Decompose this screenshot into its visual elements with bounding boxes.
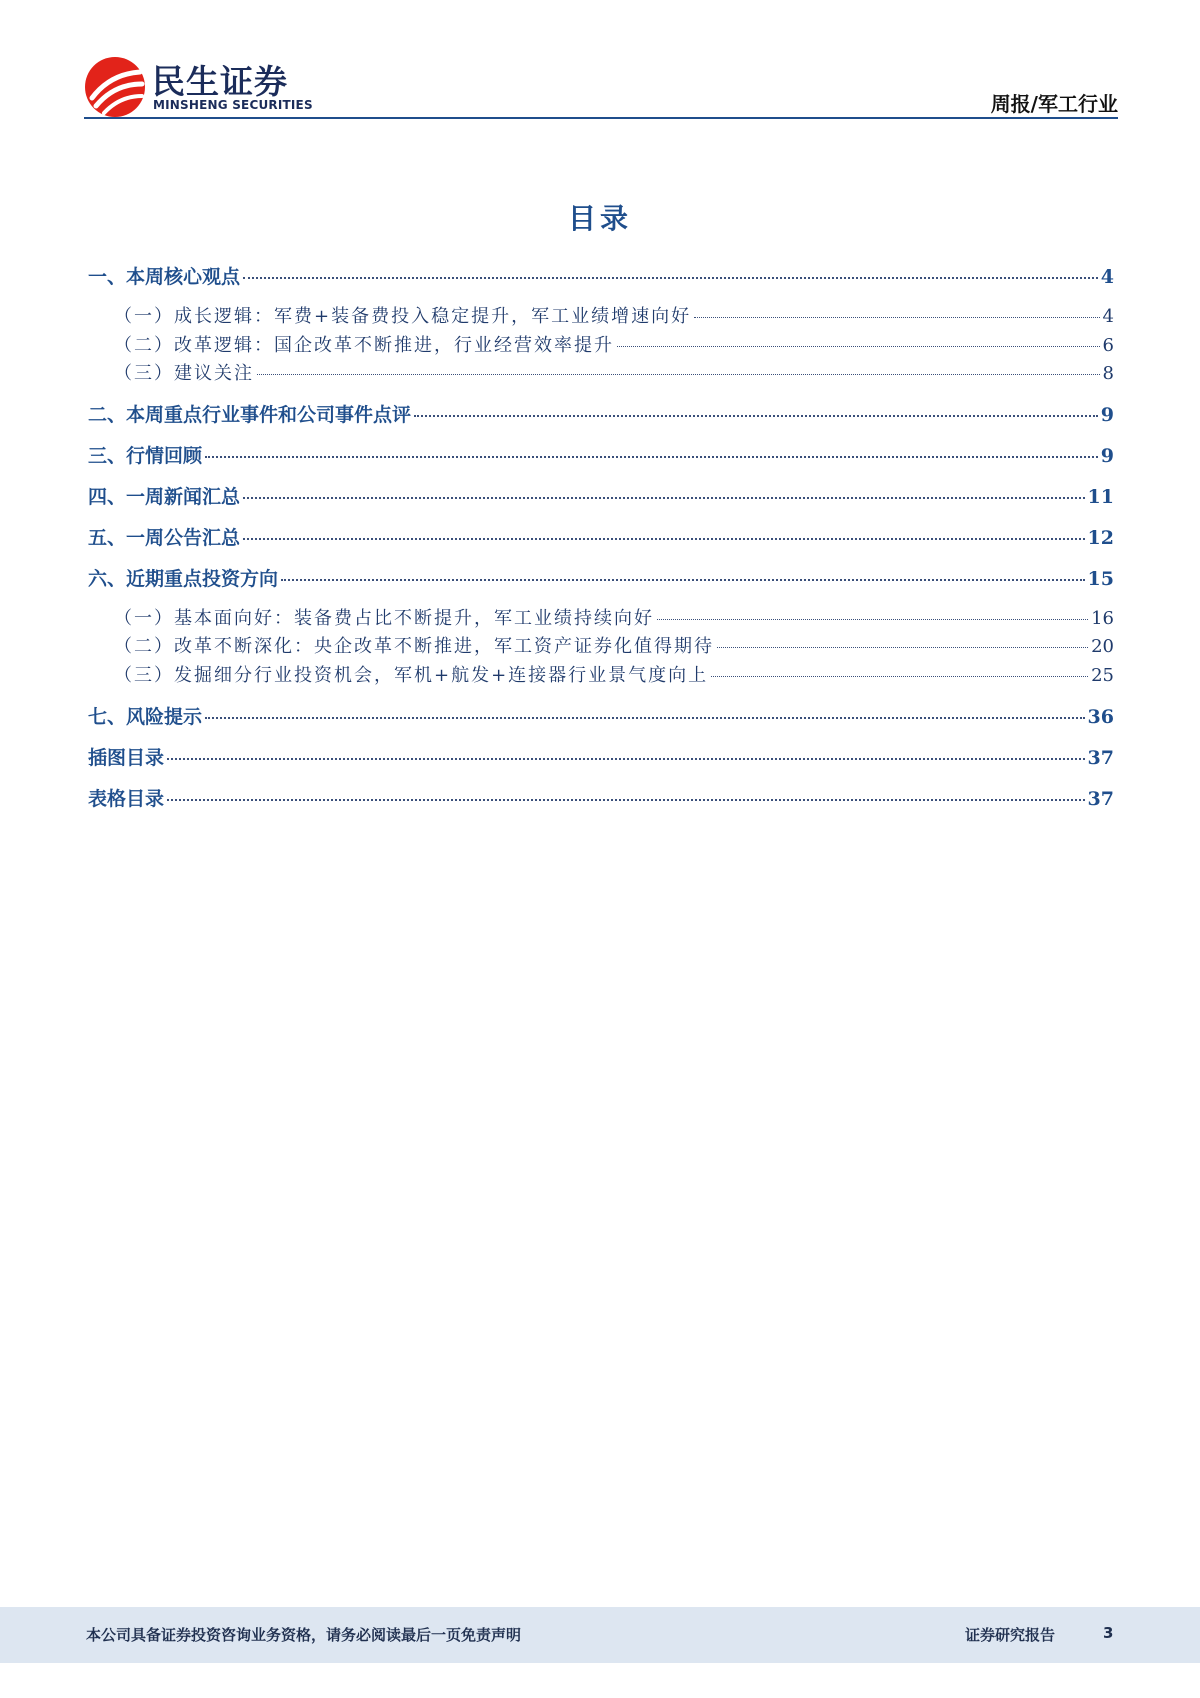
toc-entry[interactable]: [114, 302, 1114, 328]
toc-entry[interactable]: [114, 632, 1114, 658]
toc-entry-text: 六、近期重点投资方向: [88, 568, 279, 590]
toc-entry[interactable]: [114, 604, 1114, 630]
page-header: [84, 52, 1118, 122]
toc-leader-dots: [617, 346, 1100, 347]
toc-leader-dots: [167, 758, 1085, 760]
report-tag: 周报/军工行业: [990, 92, 1118, 116]
toc-entry[interactable]: [88, 400, 1114, 427]
toc-leader-dots: [414, 415, 1098, 417]
toc-entry-text: （一）成长逻辑：军费+装备费投入稳定提升，军工业绩增速向好: [114, 306, 692, 327]
toc-entry[interactable]: [88, 523, 1114, 550]
toc-entry[interactable]: [114, 331, 1114, 357]
toc-leader-dots: [205, 717, 1085, 719]
toc-entry[interactable]: [88, 564, 1114, 591]
toc-entry-text: （二）改革不断深化：央企改革不断推进，军工资产证券化值得期待: [114, 636, 714, 657]
toc-entry-text: 二、本周重点行业事件和公司事件点评: [88, 404, 412, 426]
toc-entry-page: 11: [1087, 486, 1114, 508]
footer-page-number: 3: [1103, 1624, 1114, 1642]
toc-entry-page: 36: [1087, 706, 1114, 728]
toc-entry-text: （三）发掘细分行业投资机会，军机+航发+连接器行业景气度向上: [114, 665, 709, 686]
toc-leader-dots: [205, 456, 1098, 458]
toc-leader-dots: [281, 579, 1085, 581]
toc-title: 目录: [567, 202, 632, 235]
toc-leader-dots: [243, 538, 1085, 540]
toc-entry-page: 20: [1091, 636, 1114, 657]
toc-entry-text: 表格目录: [88, 788, 165, 810]
toc-entry-text: 一、本周核心观点: [88, 266, 241, 288]
toc-entry[interactable]: [114, 661, 1114, 687]
brand-name-cn: 民生证券: [152, 62, 288, 101]
toc-entry-page: 25: [1091, 665, 1114, 686]
toc-entry-page: 4: [1102, 306, 1114, 327]
footer-report-type: 证券研究报告: [965, 1626, 1056, 1644]
toc-entry[interactable]: [88, 784, 1114, 811]
toc-entry[interactable]: [88, 702, 1114, 729]
toc-entry-page: 37: [1087, 747, 1114, 769]
toc-leader-dots: [243, 277, 1098, 279]
toc-leader-dots: [717, 647, 1088, 648]
toc-entry[interactable]: [88, 441, 1114, 468]
minsheng-logo-icon: [84, 56, 146, 118]
brand-name-en: MINSHENG SECURITIES: [153, 98, 313, 112]
toc-entry-text: （二）改革逻辑：国企改革不断推进，行业经营效率提升: [114, 335, 614, 356]
toc-leader-dots: [657, 619, 1088, 620]
toc-entry-text: 四、一周新闻汇总: [88, 486, 241, 508]
toc-leader-dots: [257, 374, 1100, 375]
toc-entry-page: 6: [1102, 335, 1114, 356]
toc-leader-dots: [243, 497, 1085, 499]
toc-entry[interactable]: [114, 359, 1114, 385]
toc-entry-page: 4: [1100, 266, 1114, 288]
toc-entry-page: 8: [1102, 363, 1114, 384]
toc-entry[interactable]: [88, 743, 1114, 770]
toc-entry-page: 9: [1100, 404, 1114, 426]
toc-entry-page: 37: [1087, 788, 1114, 810]
toc-entry-text: 七、风险提示: [88, 706, 203, 728]
page-footer: [0, 1607, 1200, 1663]
toc-leader-dots: [694, 317, 1099, 318]
toc-entry-page: 16: [1091, 608, 1114, 629]
toc-leader-dots: [711, 676, 1088, 677]
toc-entry-text: （三）建议关注: [114, 363, 254, 384]
toc-entry-text: 插图目录: [88, 747, 165, 769]
toc-entry-text: 五、一周公告汇总: [88, 527, 241, 549]
toc-leader-dots: [167, 799, 1085, 801]
footer-disclaimer: 本公司具备证券投资咨询业务资格，请务必阅读最后一页免责声明: [86, 1626, 522, 1644]
toc-entry[interactable]: [88, 262, 1114, 289]
toc-entry-page: 9: [1100, 445, 1114, 467]
toc-entry[interactable]: [88, 482, 1114, 509]
toc-entry-text: （一）基本面向好：装备费占比不断提升，军工业绩持续向好: [114, 608, 654, 629]
toc-entry-page: 15: [1087, 568, 1114, 590]
toc-entry-text: 三、行情回顾: [88, 445, 203, 467]
toc-entry-page: 12: [1087, 527, 1114, 549]
header-divider: [84, 117, 1118, 119]
